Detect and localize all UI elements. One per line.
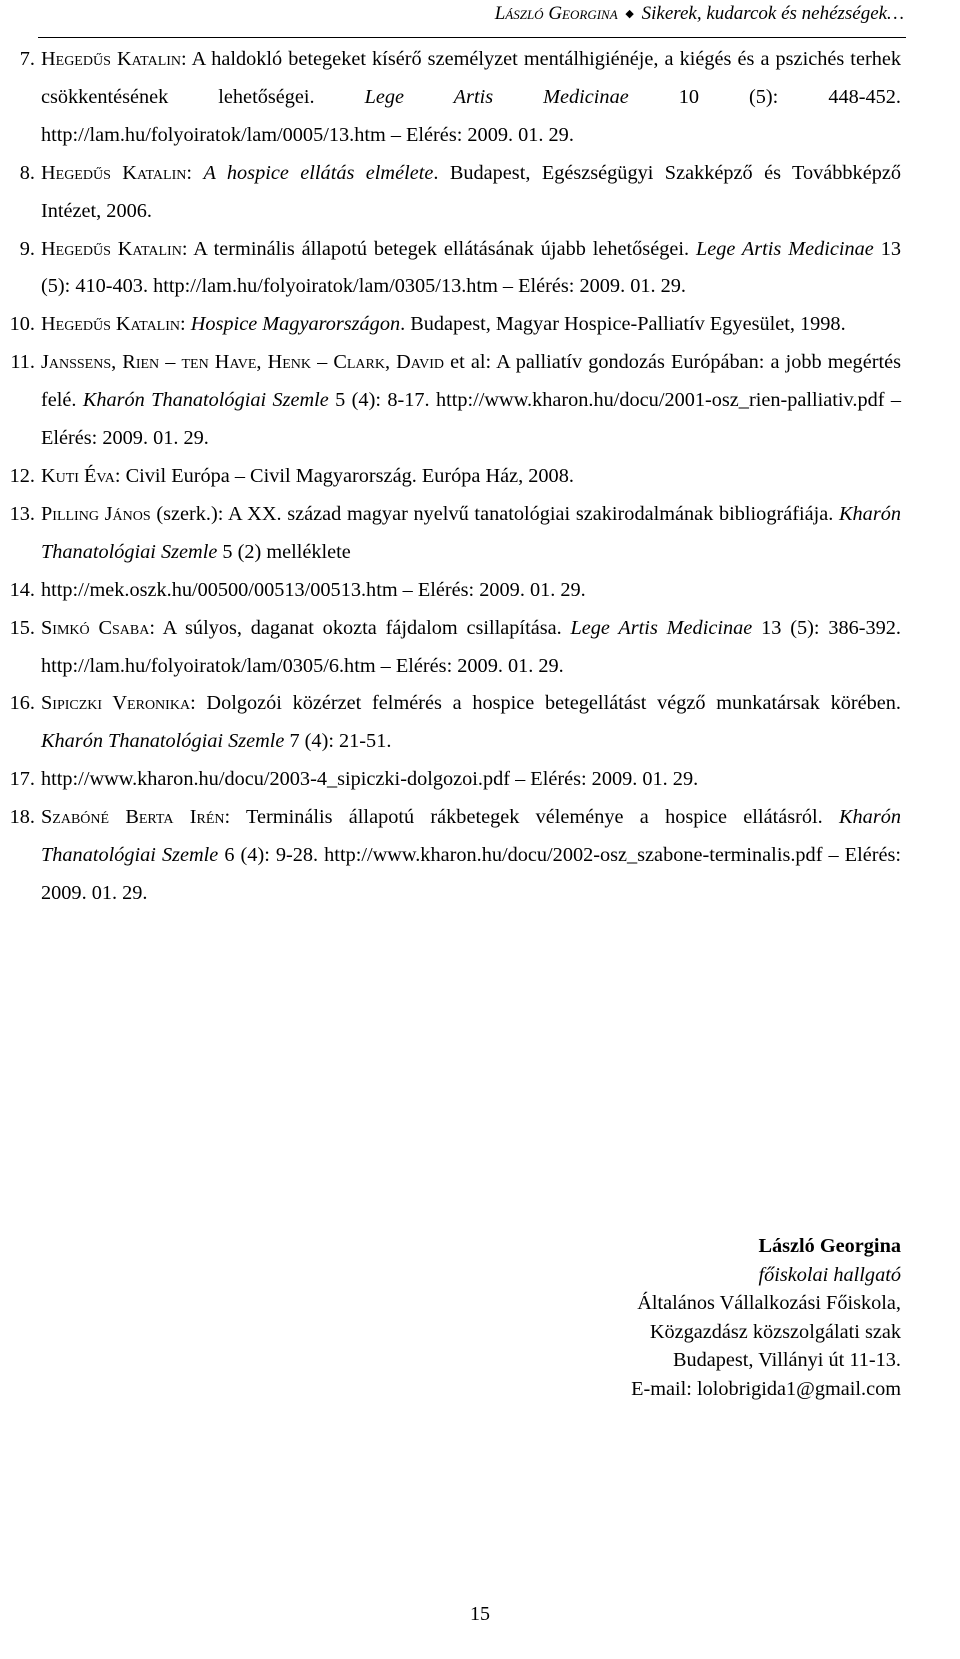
reference-journal: Lege Artis Medicinae <box>570 616 753 639</box>
reference-item <box>5 610 901 686</box>
reference-author: Janssens, Rien – ten Have, Henk – Clark, David <box>41 351 444 374</box>
signature-email: E-mail: lolobrigida1@gmail.com <box>631 1377 901 1400</box>
reference-text: http://mek.oszk.hu/00500/00513/00513.htm – Elérés: 2009. 01. 29. <box>41 578 586 601</box>
reference-number: 13. <box>9 502 35 525</box>
reference-item <box>5 572 901 610</box>
reference-author: Hegedűs Katalin <box>41 313 181 336</box>
reference-author: Szabóné Berta Irén <box>41 806 225 829</box>
running-header <box>495 3 904 25</box>
reference-details: 7 (4): 21-51. <box>284 730 392 753</box>
reference-text: A haldokló betegeket kísérő személyzet mentálhigiénéje, a kiégés és a pszichés terhek csökkentésének lehetőségei. <box>41 48 901 108</box>
reference-separator: : <box>224 806 231 829</box>
reference-separator: : <box>180 313 191 336</box>
reference-separator: : <box>181 48 187 70</box>
reference-item <box>5 799 901 913</box>
header-rule <box>38 37 906 38</box>
reference-author: Pilling János <box>41 502 151 525</box>
header-author: László Georgina <box>494 3 618 24</box>
reference-text: et al: A palliatív gondozás Európában: a jobb megértés felé. <box>41 351 901 412</box>
reference-text: http://www.kharon.hu/docu/2003-4_sipiczki-dolgozoi.pdf – Elérés: 2009. 01. 29. <box>41 768 699 791</box>
reference-separator: : <box>190 692 196 715</box>
reference-item <box>5 458 901 496</box>
header-title: Sikerek, kudarcok és nehézségek… <box>641 3 904 24</box>
reference-journal: Kharón Thanatológiai Szemle <box>82 389 329 412</box>
reference-details: 5 (4): 8-17. http://www.kharon.hu/docu/2001-osz_rien-palliativ.pdf – Elérés: 2009. 01. 29. <box>41 389 901 450</box>
reference-number: 8. <box>19 161 35 184</box>
reference-list <box>5 41 901 913</box>
author-signature <box>631 1232 901 1404</box>
reference-separator: : <box>114 464 121 487</box>
reference-journal: Kharón Thanatológiai Szemle <box>41 502 901 563</box>
reference-separator: : <box>149 616 155 639</box>
reference-item <box>5 306 901 344</box>
reference-item <box>5 496 901 572</box>
reference-journal: Kharón Thanatológiai Szemle <box>41 806 901 867</box>
signature-school: Általános Vállalkozási Főiskola, <box>637 1292 901 1315</box>
reference-item <box>5 761 901 799</box>
reference-item <box>5 41 901 155</box>
reference-author: Hegedűs Katalin <box>41 237 182 260</box>
reference-text: A terminális állapotú betegek ellátásának újabb lehetőségei. <box>187 237 696 260</box>
signature-major: Közgazdász közszolgálati szak <box>649 1320 901 1343</box>
reference-text: A súlyos, daganat okozta fájdalom csillapítása. <box>154 616 571 639</box>
reference-number: 14. <box>9 578 35 601</box>
reference-author: Sipiczki Veronika <box>41 692 191 715</box>
signature-name: László Georgina <box>758 1235 901 1257</box>
signature-role: főiskolai hallgató <box>758 1263 901 1286</box>
reference-author: Hegedűs Katalin <box>41 161 187 184</box>
reference-journal: A hospice ellátás elmélete <box>203 161 434 184</box>
reference-number: 17. <box>9 768 35 791</box>
reference-number: 7. <box>19 48 35 70</box>
reference-details: . Budapest, Egészségügyi Szakképző és Továbbképző Intézet, 2006. <box>41 161 901 222</box>
reference-number: 12. <box>9 464 35 487</box>
reference-item <box>5 344 901 458</box>
reference-details: . Budapest, Magyar Hospice-Palliatív Egyesület, 1998. <box>400 313 846 336</box>
reference-details: 10 (5): 448-452. http://lam.hu/folyoiratok/lam/0005/13.htm – Elérés: 2009. 01. 29. <box>41 85 901 146</box>
diamond-bullet-icon: ◆ <box>625 8 634 20</box>
page-number: 15 <box>470 1603 490 1625</box>
reference-number: 11. <box>10 351 35 374</box>
reference-item <box>5 685 901 761</box>
signature-address: Budapest, Villányi út 11-13. <box>672 1349 901 1372</box>
reference-number: 9. <box>19 237 35 260</box>
reference-journal: Lege Artis Medicinae <box>695 237 874 260</box>
reference-separator: : <box>181 237 188 260</box>
reference-journal: Kharón Thanatológiai Szemle <box>41 730 285 753</box>
reference-author: Hegedűs Katalin <box>41 48 182 70</box>
reference-journal: Lege Artis Medicinae <box>364 85 629 108</box>
reference-author: Simkó Csaba <box>41 616 150 639</box>
reference-number: 10. <box>9 313 35 336</box>
reference-journal: Hospice Magyarországon <box>190 313 401 336</box>
reference-number: 15. <box>9 616 35 639</box>
reference-author: Kuti Éva <box>41 464 115 487</box>
reference-separator: : <box>186 161 204 184</box>
reference-details: 6 (4): 9-28. http://www.kharon.hu/docu/2002-osz_szabone-terminalis.pdf – Elérés: 2009. 01. 29. <box>41 844 901 904</box>
reference-number: 16. <box>9 692 35 715</box>
reference-item <box>5 155 901 231</box>
reference-item <box>5 231 901 307</box>
reference-text: Terminális állapotú rákbetegek véleménye a hospice ellátásról. <box>230 806 840 829</box>
reference-text: Civil Európa – Civil Magyarország. Európa Ház, 2008. <box>120 464 574 487</box>
reference-text: (szerk.): A XX. század magyar nyelvű tanatológiai szakirodalmának bibliográfiája. <box>150 502 840 525</box>
reference-details: 5 (2) melléklete <box>217 540 351 563</box>
reference-number: 18. <box>9 806 35 829</box>
reference-details: 13 (5): 386-392. http://lam.hu/folyoiratok/lam/0305/6.htm – Elérés: 2009. 01. 29. <box>41 616 901 677</box>
reference-text: Dolgozói közérzet felmérés a hospice betegellátást végző munkatársak körében. <box>195 692 901 715</box>
reference-details: 13 (5): 410-403. http://lam.hu/folyoiratok/lam/0305/13.htm – Elérés: 2009. 01. 29. <box>41 237 901 298</box>
